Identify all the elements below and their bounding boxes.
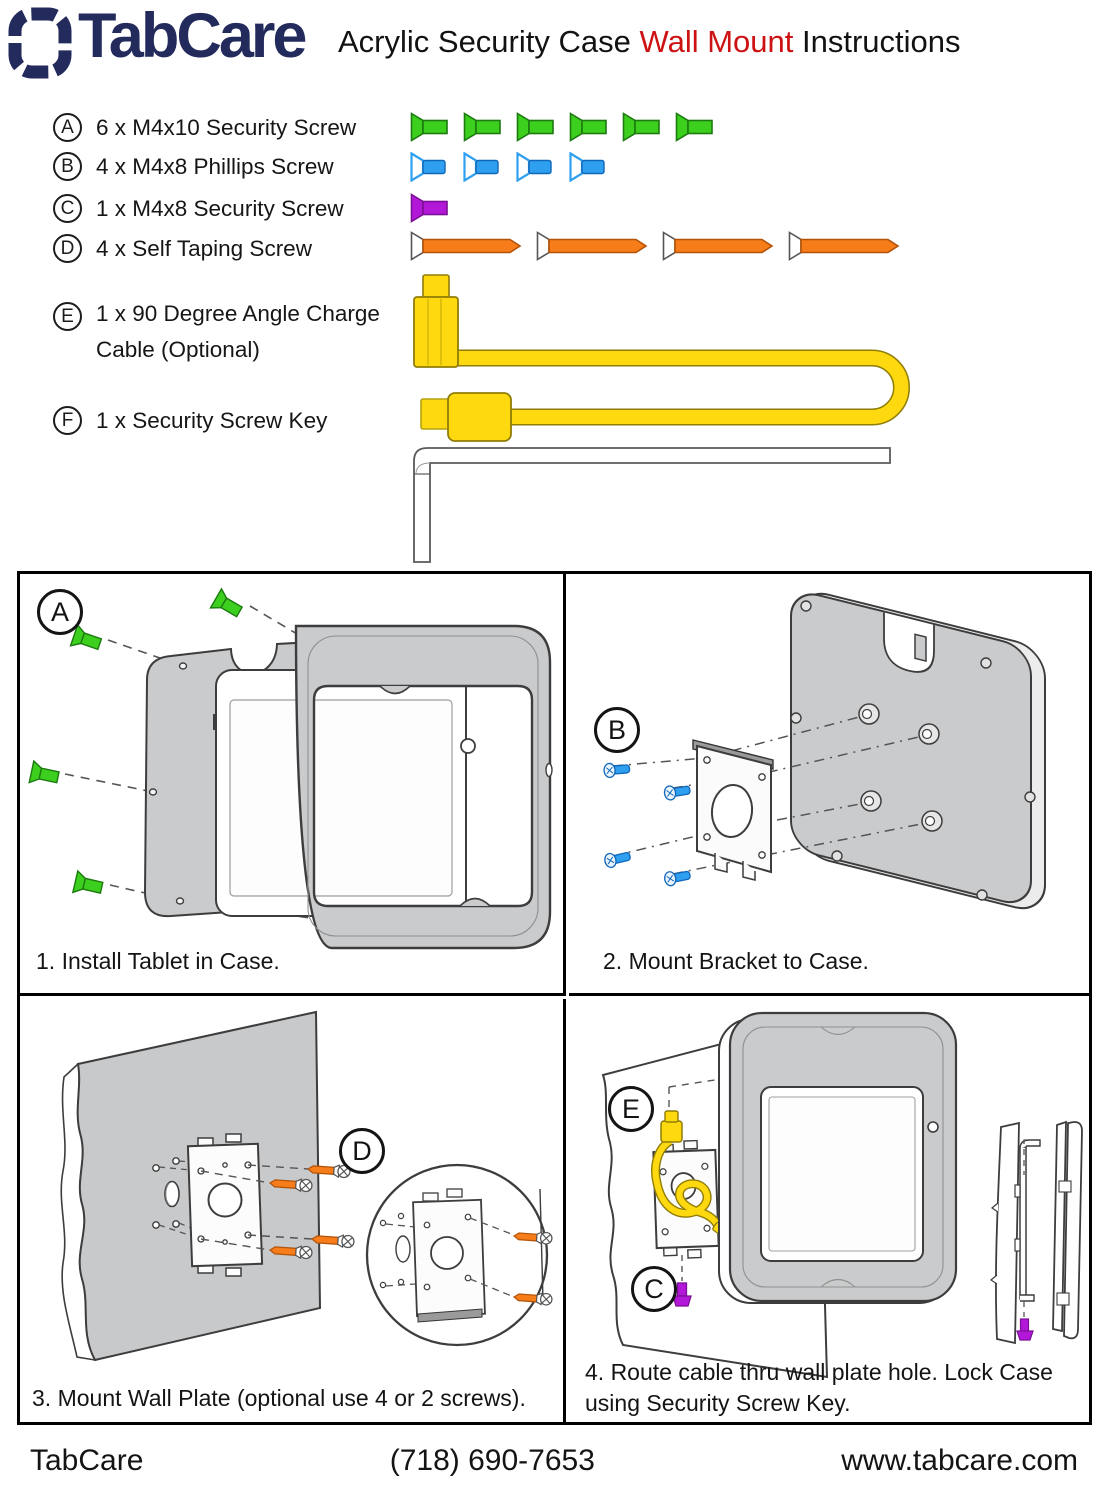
footer-phone: (718) 690-7653 — [389, 1444, 595, 1477]
step3-badge: D — [339, 1128, 385, 1174]
parts-list — [0, 0, 1108, 570]
step-panel-3 — [20, 999, 566, 1422]
part-label-e: 1 x 90 Degree Angle Charge Cable (Optional) — [96, 301, 380, 362]
part-label-c: 1 x M4x8 Security Screw — [96, 196, 344, 221]
part-label-d: 4 x Self Taping Screw — [96, 236, 312, 261]
part-label-b: 4 x M4x8 Phillips Screw — [96, 154, 334, 179]
step4-diagram — [569, 999, 1086, 1419]
part-badge-c: C — [53, 194, 82, 223]
step4-caption: 4. Route cable thru wall plate hole. Lock Case using Security Screw Key. — [585, 1359, 1053, 1416]
part-label-f: 1 x Security Screw Key — [96, 408, 328, 433]
screw-row-c — [410, 193, 450, 223]
footer-website: www.tabcare.com — [841, 1444, 1078, 1477]
screw-icon — [569, 112, 609, 142]
screw-icon — [788, 231, 901, 261]
screw-icon — [516, 152, 556, 182]
step1-badge: A — [37, 589, 83, 635]
screw-row-d — [410, 231, 901, 261]
step3-caption: 3. Mount Wall Plate (optional use 4 or 2 screws). — [32, 1385, 526, 1411]
screw-icon — [410, 152, 450, 182]
step4-badge-screw: C — [631, 1266, 677, 1312]
part-badge-d: D — [53, 234, 82, 263]
screw-icon — [463, 152, 503, 182]
screw-icon — [675, 112, 715, 142]
step1-caption: 1. Install Tablet in Case. — [36, 948, 280, 974]
part-badge-e: E — [53, 302, 82, 331]
screw-icon — [410, 231, 523, 261]
step-panel-2 — [569, 574, 1089, 996]
screw-icon — [536, 231, 649, 261]
security-key-illustration — [405, 440, 905, 568]
step2-caption: 2. Mount Bracket to Case. — [603, 948, 869, 974]
part-label-a: 6 x M4x10 Security Screw — [96, 115, 357, 140]
screw-row-a — [410, 112, 715, 142]
step2-badge: B — [594, 707, 640, 753]
part-badge-a: A — [53, 113, 82, 142]
screw-row-b — [410, 152, 609, 182]
brand-logo-text: TabCare — [78, 1, 305, 71]
screw-icon — [622, 112, 662, 142]
title-highlight: Wall Mount — [639, 24, 794, 59]
step-panel-4 — [569, 999, 1089, 1422]
step3-diagram — [20, 999, 563, 1419]
part-badge-f: F — [53, 406, 82, 435]
footer — [30, 1444, 1078, 1478]
screw-icon — [463, 112, 503, 142]
part-badge-b: B — [53, 152, 82, 181]
footer-brand: TabCare — [30, 1444, 144, 1477]
title-prefix: Acrylic Security Case — [338, 24, 640, 59]
step2-diagram — [569, 574, 1086, 993]
title-suffix: Instructions — [793, 24, 961, 59]
step4-badge-cable: E — [608, 1086, 654, 1132]
screw-icon — [662, 231, 775, 261]
step-panel-1 — [20, 574, 566, 996]
screw-icon — [516, 112, 556, 142]
screw-icon — [410, 112, 450, 142]
step1-diagram — [20, 574, 563, 993]
screw-icon — [410, 193, 450, 223]
charge-cable-illustration — [410, 272, 915, 447]
screw-icon — [569, 152, 609, 182]
instruction-grid — [17, 571, 1092, 1425]
